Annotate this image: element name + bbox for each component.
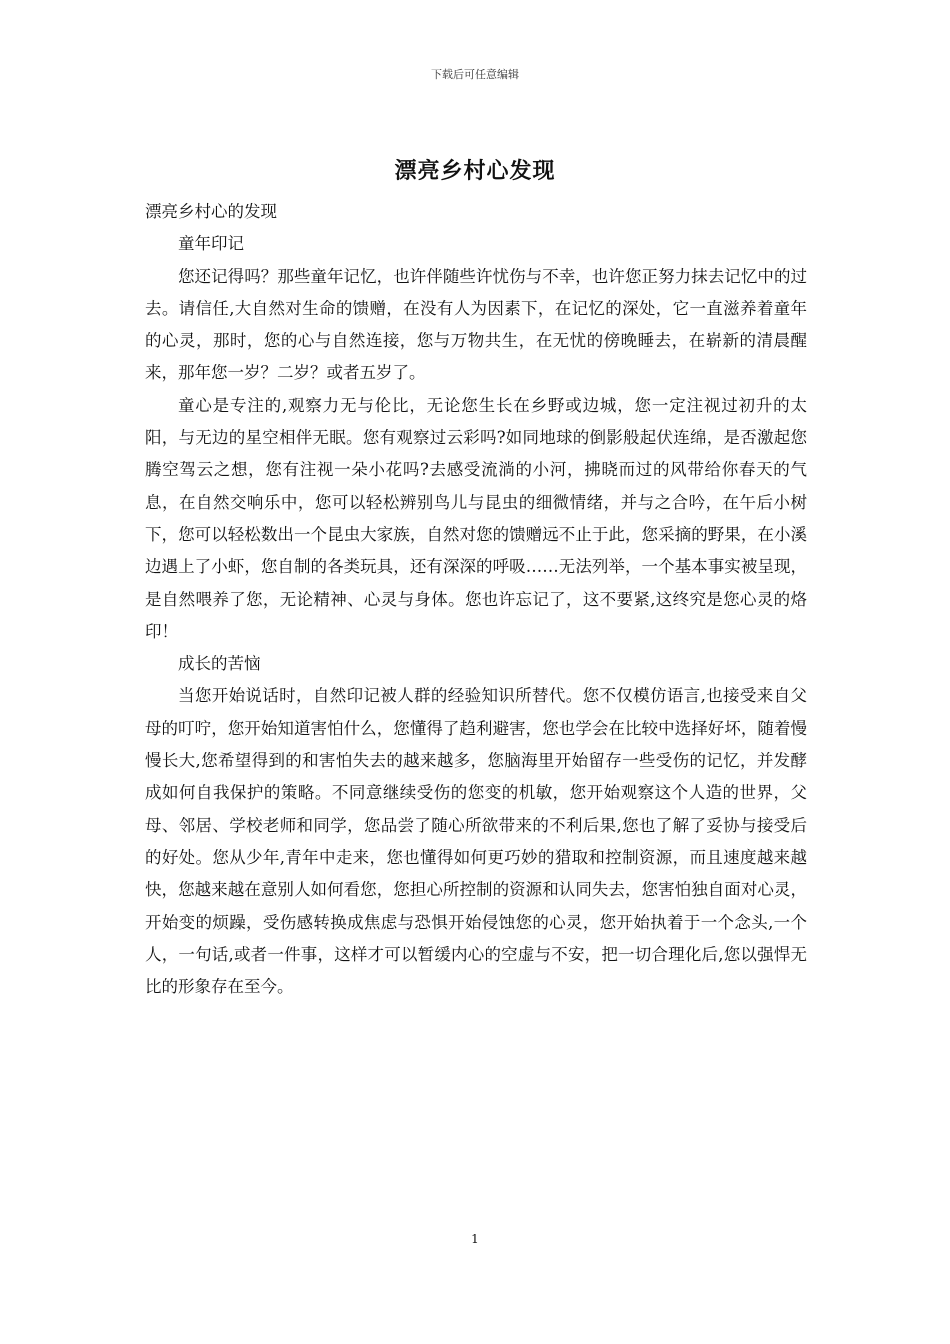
section-heading-childhood: 童年印记 bbox=[178, 234, 244, 254]
page-header: 下载后可任意编辑 bbox=[431, 68, 519, 81]
section-heading-growing-up: 成长的苦恼 bbox=[178, 654, 261, 674]
document-subtitle: 漂亮乡村心的发现 bbox=[145, 202, 277, 221]
paragraph-3: 当您开始说话时，自然印记被人群的经验知识所替代。您不仅模仿语言,也接受来自父母的叮咛，您开始知道害怕什么，您懂得了趋利避害，您也学会在比较中选择好坏，随着慢慢长大,您希望得到的和害怕失去的越来越多，您脑海里开始留存一些受伤的记忆，并发酵成如何自我保护的策略。不同意继续受伤的您变的机敏，您开始观察这个人造的世界，父母、邻居、学校老师和同学，您品尝了随心所欲带来的不利后果,您也了解了妥协与接受后的好处。您从少年,青年中走来，您也懂得如何更巧妙的猎取和控制资源，而且速度越来越快，您越来越在意别人如何看您，您担心所控制的资源和认同失去，您害怕独自面对心灵，开始变的烦躁，受伤感转换成焦虑与恐惧开始侵蚀您的心灵，您开始执着于一个念头,一个人，一句话,或者一件事，这样才可以暂缓内心的空虚与不安，把一切合理化后,您以强悍无比的形象存在至今。 bbox=[145, 686, 807, 997]
page-number: 1 bbox=[471, 1232, 479, 1246]
paragraph-2: 童心是专注的,观察力无与伦比，无论您生长在乡野或边城，您一定注视过初升的太阳，与无边的星空相伴无眠。您有观察过云彩吗?如同地球的倒影般起伏连绵，是否激起您腾空驾云之想，您有注视一朵小花吗?去感受流淌的小河，拂晓而过的风带给你春天的气息，在自然交响乐中，您可以轻松辨别鸟儿与昆虫的细微情绪，并与之合吟，在午后小树下，您可以轻松数出一个昆虫大家族，自然对您的馈赠远不止于此，您采摘的野果，在小溪边遇上了小虾，您自制的各类玩具，还有深深的呼吸……无法列举，一个基本事实被呈现，是自然喂养了您，无论精神、心灵与身体。您也许忘记了，这不要紧,这终究是您心灵的烙印！ bbox=[145, 395, 807, 641]
document-body bbox=[145, 196, 807, 1003]
paragraph-1: 您还记得吗？那些童年记忆，也许伴随些许忧伤与不幸，也许您正努力抹去记忆中的过去。请信任,大自然对生命的馈赠，在没有人为因素下，在记忆的深处，它一直滋养着童年的心灵，那时，您的心与自然连接，您与万物共生，在无忧的傍晚睡去，在崭新的清晨醒来，那年您一岁？二岁？或者五岁了。 bbox=[145, 266, 807, 383]
document-title: 漂亮乡村心发现 bbox=[394, 158, 556, 184]
